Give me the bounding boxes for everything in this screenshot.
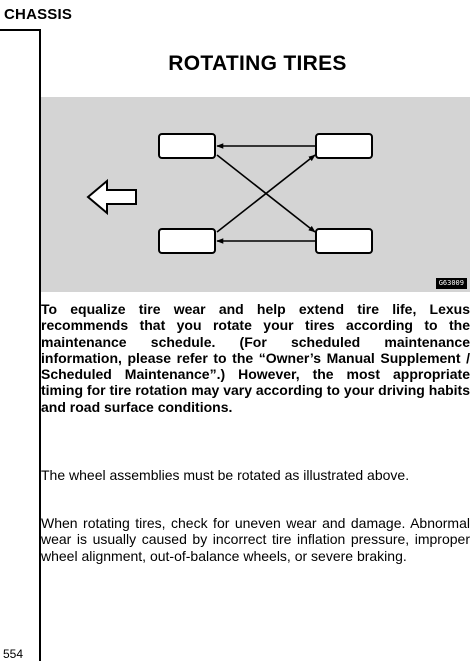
tire-front-right <box>316 134 372 158</box>
page-number: 554 <box>3 647 24 661</box>
tire-front-left <box>159 134 215 158</box>
rotation-instruction-paragraph: The wheel assemblies must be rotated as illustrated above. <box>41 467 410 483</box>
figure-code: G63009 <box>436 278 467 289</box>
tire-rear-right <box>316 229 372 253</box>
inspection-paragraph: When rotating tires, check for uneven wear and damage. Abnormal wear is usually caused by incorrect tire inflation pressure, improper wheel alignment, out-of-balance wheels, or severe braking. <box>41 515 470 564</box>
section-title: ROTATING TIRES <box>168 52 347 75</box>
tire-rotation-svg <box>41 97 470 292</box>
intro-paragraph: To equalize tire wear and help extend tire life, Lexus recommends that you rotate your tires according to the maintenance schedule. (For scheduled maintenance information, please refer to the “Owner’s Manual Supplement / Scheduled Maintenance”.) However, the most appropriate timing for tire rotation may vary according to your driving habits and road surface conditions. <box>41 301 470 415</box>
chapter-header <box>0 0 474 32</box>
tire-rear-left <box>159 229 215 253</box>
front-direction-arrow-icon <box>88 181 136 213</box>
header-rule <box>0 29 40 31</box>
chapter-title: CHASSIS <box>4 6 73 23</box>
tire-rotation-diagram <box>41 97 470 292</box>
